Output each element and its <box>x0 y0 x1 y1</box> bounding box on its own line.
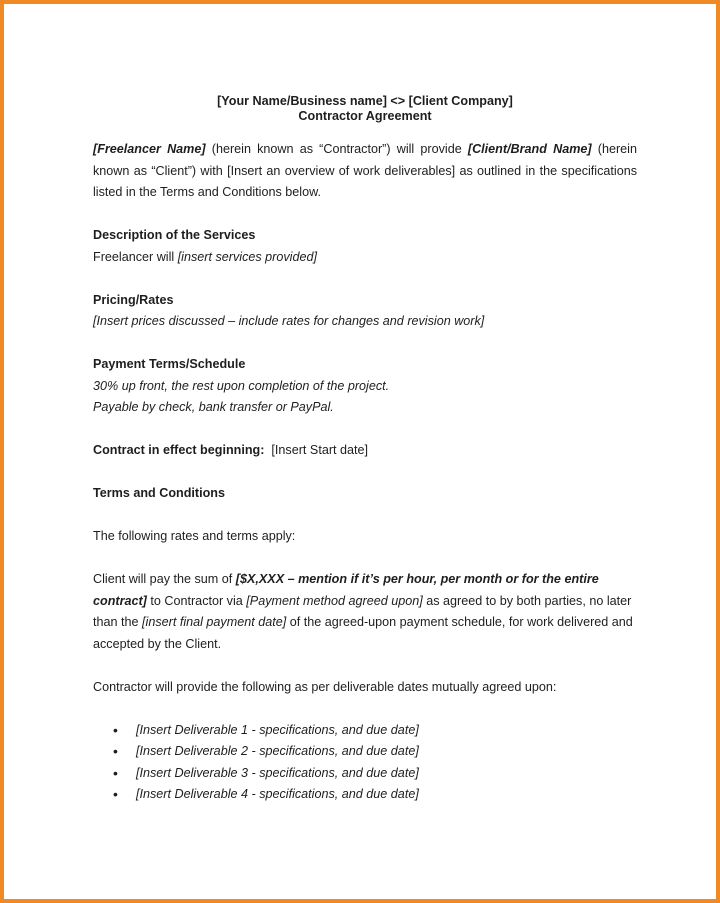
payment-text-2 <box>93 397 637 419</box>
pricing-placeholder: [Insert prices discussed – include rates for changes and revision work] <box>93 314 485 328</box>
deliverable-text: [Insert Deliverable 1 - specifications, and due date] <box>136 722 419 737</box>
contract-start <box>93 440 637 462</box>
intro-text-2: (herein known as “Client”) with [Insert an overview of work deliverables] as outlined in the specifications listed in the Terms and Conditions below. <box>93 142 637 199</box>
deliverable-text: [Insert Deliverable 4 - specifications, and due date] <box>136 787 419 801</box>
pay-lead: Client will pay the sum of <box>93 572 236 586</box>
freelancer-name-placeholder: [Freelancer Name] <box>93 142 206 156</box>
pay-method-placeholder: [Payment method agreed upon] <box>246 593 423 608</box>
pay-mid: to Contractor via <box>146 593 247 608</box>
payment-line-1: 30% up front, the rest upon completion of the project. <box>93 378 390 393</box>
terms-apply: The following rates and terms apply: <box>93 529 296 543</box>
bullet-icon: • <box>113 743 118 759</box>
deliverables-list <box>93 720 637 806</box>
deliverable-text: [Insert Deliverable 3 - specifications, and due date] <box>136 765 419 780</box>
bullet-icon: • <box>113 721 118 738</box>
list-item <box>113 720 637 742</box>
bullet-icon: • <box>113 786 118 802</box>
deliverable-text: [Insert Deliverable 2 - specifications, and due date] <box>136 744 419 758</box>
payment-text <box>93 376 637 398</box>
pricing-text <box>93 311 637 333</box>
services-heading: Description of the Services <box>93 228 256 242</box>
document-subtitle: Contractor Agreement <box>298 109 432 123</box>
intro-paragraph <box>93 139 637 204</box>
contract-start-label: Contract in effect beginning: <box>93 443 265 457</box>
list-item <box>113 741 637 763</box>
payment-heading: Payment Terms/Schedule <box>93 357 246 371</box>
bullet-icon: • <box>113 764 118 781</box>
contract-start-value: [Insert Start date] <box>264 443 369 457</box>
list-item <box>113 784 637 806</box>
list-item <box>113 763 637 785</box>
pricing-heading: Pricing/Rates <box>93 292 174 307</box>
document-page <box>93 94 637 806</box>
pay-sum-placeholder: [$X,XXX – mention if it’s per hour, per month or for the entire contract] <box>93 572 599 608</box>
client-name-placeholder: [Client/Brand Name] <box>467 142 592 156</box>
terms-heading: Terms and Conditions <box>93 486 226 500</box>
payment-line-2: Payable by check, bank transfer or PayPal. <box>93 400 334 414</box>
deliverables-intro: Contractor will provide the following as per deliverable dates mutually agreed upon: <box>93 679 557 694</box>
services-lead: Freelancer will <box>93 249 178 264</box>
pay-end: of the agreed-upon payment schedule, for work delivered and accepted by the Client. <box>93 615 633 651</box>
document-title: [Your Name/Business name] <> [Client Company] <box>217 94 513 108</box>
intro-text-1: (herein known as “Contractor”) will provide <box>205 142 468 156</box>
services-text <box>93 247 637 269</box>
pay-mid-2: as agreed to by both parties, no later than the <box>93 593 632 629</box>
services-placeholder: [insert services provided] <box>177 249 317 264</box>
pay-date-placeholder: [insert final payment date] <box>142 615 287 629</box>
payment-sum-paragraph <box>93 569 637 655</box>
